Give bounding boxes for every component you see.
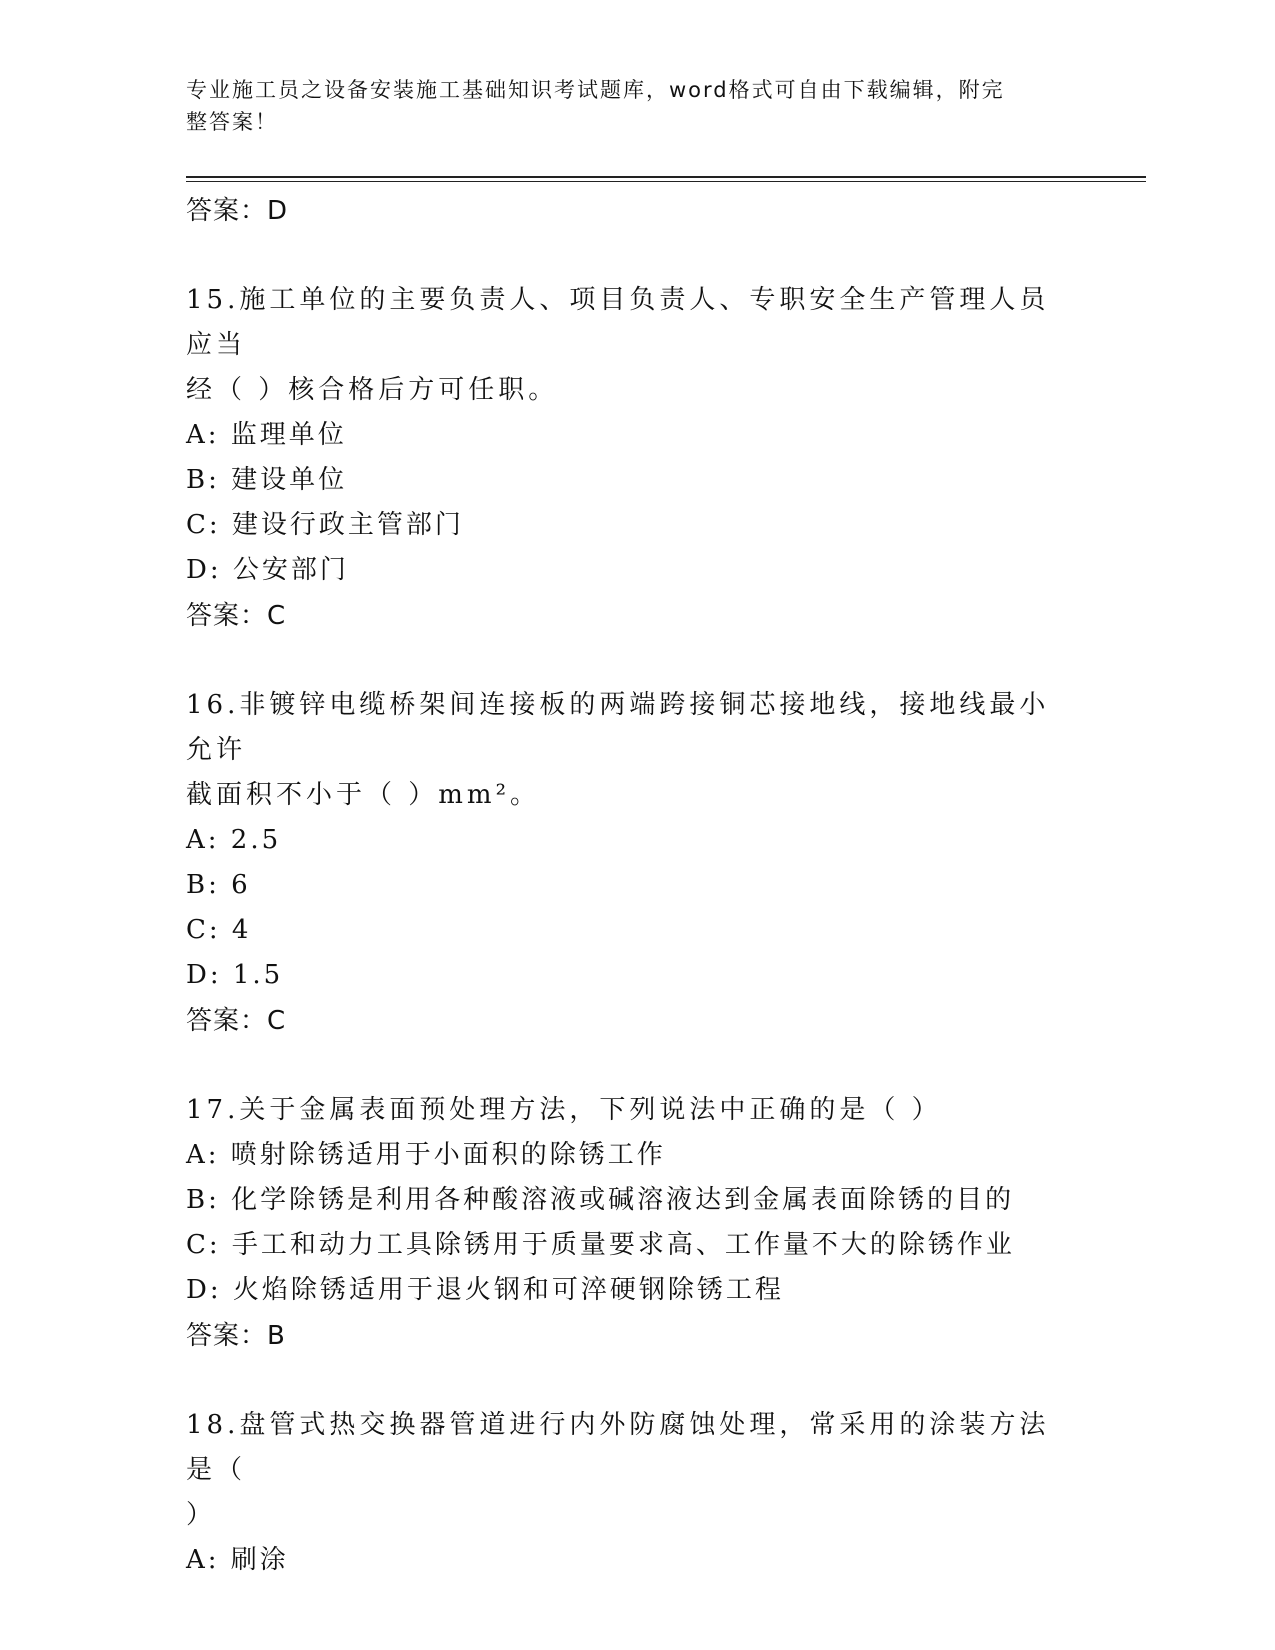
option-d: D: 1.5 [186,960,284,990]
question-18 [186,1403,1076,1583]
header-divider-thin [186,181,1146,182]
question-stem-cont: 经（ ）核合格后方可任职。 [186,375,559,405]
option-c: C: 4 [186,915,252,945]
answer-prev: 答案：D [186,196,289,226]
option-b: B: 化学除锈是利用各种酸溶液或碱溶液达到金属表面除锈的目的 [186,1185,1015,1215]
option-c: C: 手工和动力工具除锈用于质量要求高、工作量不大的除锈作业 [186,1230,1015,1260]
option-b: B: 建设单位 [186,465,348,495]
option-a: A: 刷涂 [186,1545,289,1575]
option-d: D: 公安部门 [186,555,349,585]
document-header [186,74,1066,138]
question-stem-cont: ） [186,1500,217,1530]
question-15 [186,278,1076,639]
option-a: A: 监理单位 [186,420,347,450]
option-a: A: 喷射除锈适用于小面积的除锈工作 [186,1140,666,1170]
header-divider-thick [186,176,1146,178]
option-d: D: 火焰除锈适用于退火钢和可淬硬钢除锈工程 [186,1275,784,1305]
answer: 答案：C [186,1006,287,1036]
question-list [186,188,1076,1583]
header-line-2: 整答案！ [186,110,278,134]
question-stem: 18.盘管式热交换器管道进行内外防腐蚀处理，常采用的涂装方法是（ [186,1410,1050,1485]
question-stem: 15.施工单位的主要负责人、项目负责人、专职安全生产管理人员应当 [186,285,1050,360]
option-b: B: 6 [186,870,251,900]
option-c: C: 建设行政主管部门 [186,510,464,540]
question-stem: 17.关于金属表面预处理方法，下列说法中正确的是（ ） [186,1095,942,1125]
question-stem: 16.非镀锌电缆桥架间连接板的两端跨接铜芯接地线，接地线最小允许 [186,690,1050,765]
question-stem-cont: 截面积不小于（ ）mm²。 [186,780,540,810]
header-line-1: 专业施工员之设备安装施工基础知识考试题库，word格式可自由下载编辑，附完 [186,78,1005,102]
question-17 [186,1088,1076,1359]
answer: 答案：B [186,1321,286,1351]
question-16 [186,683,1076,1044]
option-a: A: 2.5 [186,825,282,855]
answer: 答案：C [186,601,287,631]
